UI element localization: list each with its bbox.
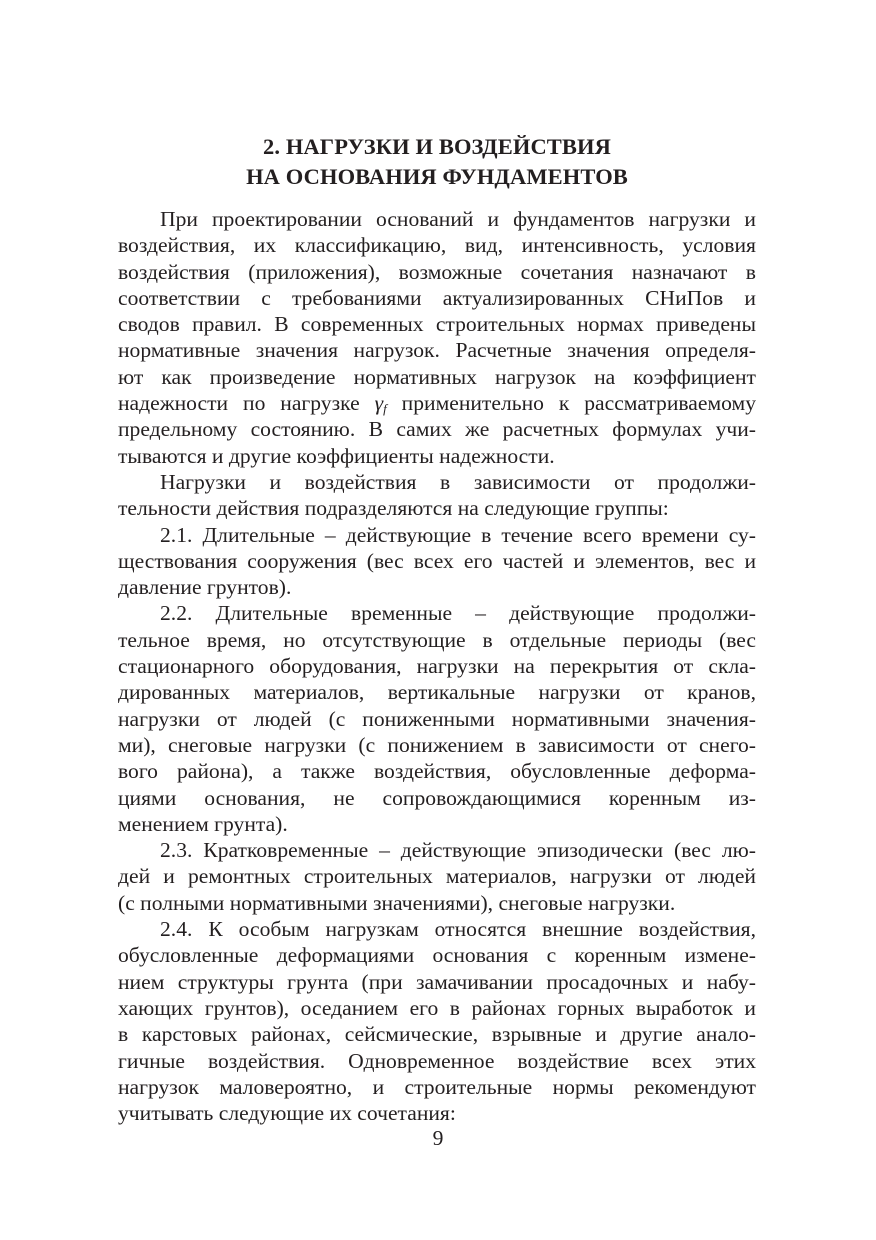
paragraph-intro	[118, 206, 756, 469]
text-line: 2.4. К особым нагрузкам относятся внешние воздействия,	[160, 917, 756, 942]
text-fragment: надежности по нагрузке	[118, 391, 360, 416]
text-line: менением грунта).	[118, 811, 288, 836]
page-number: 9	[432, 1126, 444, 1150]
text-line: вого района), а также воздействия, обусловленные деформа-	[118, 759, 756, 784]
text-line: При проектировании оснований и фундаментов нагрузки и	[160, 207, 756, 231]
text-line: ществования сооружения (вес всех его частей и элементов, вес и	[118, 548, 756, 573]
text-line: 2.2. Длительные временные – действующие продолжи-	[160, 601, 756, 626]
heading-line-1: 2. НАГРУЗКИ И ВОЗДЕЙСТВИЯ	[263, 134, 611, 159]
text-line: циями основания, не сопровождающимися коренным из-	[118, 785, 756, 810]
text-line: сводов правил. В современных строительных нормах приведены	[118, 312, 756, 337]
text-line-with-formula	[118, 390, 756, 416]
text-line: нагрузок маловероятно, и строительные нормы рекомендуют	[118, 1074, 756, 1099]
text-line: 2.3. Кратковременные – действующие эпизодически (вес лю-	[160, 838, 756, 863]
text-line: учитывать следующие их сочетания:	[118, 1101, 456, 1126]
paragraph-long-term	[118, 522, 756, 601]
text-line: хающих грунтов), оседанием его в районах горных выработок и	[118, 995, 756, 1020]
gamma-subscript: f	[383, 401, 387, 417]
text-line: дей и ремонтных строительных материалов, нагрузки от людей	[118, 864, 756, 889]
text-line: гичные воздействия. Одновременное воздействие всех этих	[118, 1048, 756, 1073]
text-line: ми), снеговые нагрузки (с понижением в зависимости от снего-	[118, 732, 756, 757]
text-line: обусловленные деформациями основания с коренным измене-	[118, 943, 756, 968]
text-line: воздействия, их классификацию, вид, интенсивность, условия	[118, 233, 756, 258]
text-line: в карстовых районах, сейсмические, взрывные и другие анало-	[118, 1022, 756, 1047]
text-line: воздействия (приложения), возможные сочетания назначают в	[118, 259, 756, 284]
text-line: нормативные значения нагрузок. Расчетные значения определя-	[118, 338, 756, 363]
paragraph-groups	[118, 469, 756, 522]
text-line: 2.1. Длительные – действующие в течение всего времени су-	[160, 522, 756, 547]
paragraph-special	[118, 916, 756, 1126]
heading-line-2: НА ОСНОВАНИЯ ФУНДАМЕНТОВ	[246, 164, 628, 189]
text-line: Нагрузки и воздействия в зависимости от продолжи-	[160, 469, 756, 494]
text-line: стационарного оборудования, нагрузки на перекрытия от скла-	[118, 654, 756, 679]
text-line: соответствии с требованиями актуализированных СНиПов и	[118, 285, 756, 310]
page-body	[118, 132, 756, 1126]
text-line: тельности действия подразделяются на следующие группы:	[118, 496, 669, 521]
paragraph-long-term-temporary	[118, 600, 756, 837]
gamma-symbol: γ	[374, 391, 384, 416]
text-line: дированных материалов, вертикальные нагрузки от кранов,	[118, 680, 756, 705]
text-line: ют как произведение нормативных нагрузок на коэффициент	[118, 364, 756, 389]
text-line: давление грунтов).	[118, 575, 292, 600]
text-line: тельное время, но отсутствующие в отдельные периоды (вес	[118, 627, 756, 652]
text-line: предельному состоянию. В самих же расчетных формулах учи-	[118, 417, 756, 442]
text-fragment: применительно к рассматриваемому	[401, 391, 756, 416]
text-line: тываются и другие коэффициенты надежности.	[118, 443, 555, 468]
gamma-coefficient	[375, 391, 387, 415]
text-line: нием структуры грунта (при замачивании просадочных и набу-	[118, 969, 756, 994]
text-line: (с полными нормативными значениями), снеговые нагрузки.	[118, 890, 676, 915]
paragraph-short-term	[118, 837, 756, 916]
section-heading	[118, 132, 756, 192]
text-line: нагрузки от людей (с пониженными нормативными значения-	[118, 706, 756, 731]
